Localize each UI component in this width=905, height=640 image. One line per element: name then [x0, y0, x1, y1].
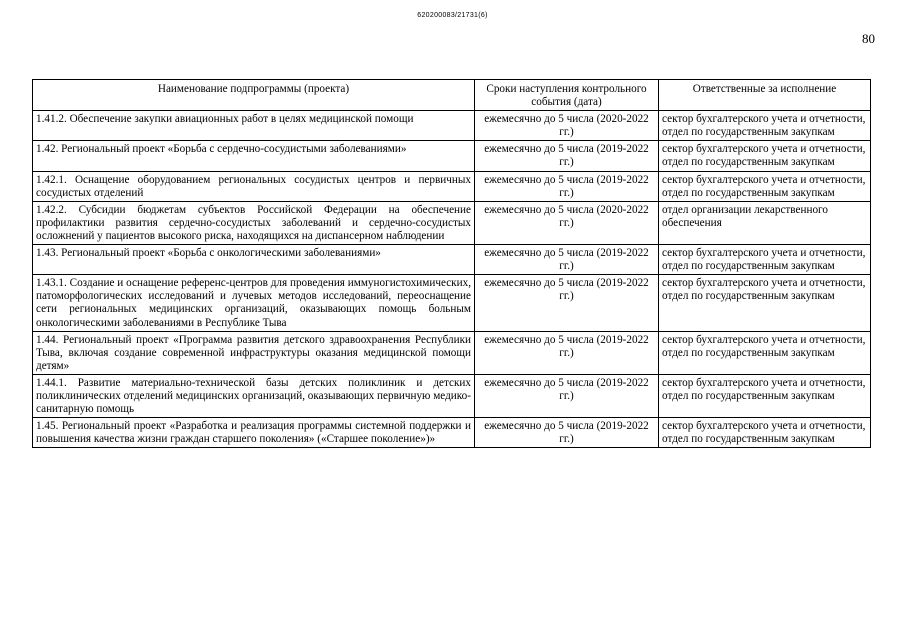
- table-row: [33, 245, 871, 275]
- deadline-cell: ежемесячно до 5 числа (2020-2022 гг.): [475, 201, 659, 244]
- table-row: [33, 275, 871, 331]
- table-row: [33, 141, 871, 171]
- table-row: [33, 331, 871, 374]
- document-id: 620200083/21731(6): [417, 12, 488, 19]
- table-row: [33, 201, 871, 244]
- deadline-cell: ежемесячно до 5 числа (2019-2022 гг.): [475, 245, 659, 275]
- subprogram-name-cell: 1.42.2. Субсидии бюджетам субъектов Российской Федерации на обеспечение профилактики развития сердечно-сосудистых заболеваний и сердечно-сосудистых осложнений у пациентов высокого риска, находящихся на диспансерном наблюдении: [33, 201, 475, 244]
- responsible-cell: сектор бухгалтерского учета и отчетности, отдел по государственным закупкам: [659, 141, 871, 171]
- header-responsible: Ответственные за исполнение: [659, 80, 871, 111]
- responsible-cell: сектор бухгалтерского учета и отчетности, отдел по государственным закупкам: [659, 275, 871, 331]
- responsible-cell: сектор бухгалтерского учета и отчетности, отдел по государственным закупкам: [659, 374, 871, 417]
- subprogram-name-cell: 1.41.2. Обеспечение закупки авиационных работ в целях медицинской помощи: [33, 111, 475, 141]
- deadline-cell: ежемесячно до 5 числа (2020-2022 гг.): [475, 111, 659, 141]
- header-subprogram-name: Наименование подпрограммы (проекта): [33, 80, 475, 111]
- table-row: [33, 374, 871, 417]
- page-number: 80: [862, 31, 875, 46]
- subprogram-name-cell: 1.45. Региональный проект «Разработка и реализация программы системной поддержки и повышения качества жизни граждан старшего поколения» («Старшее поколение»)»: [33, 418, 475, 448]
- subprogram-name-cell: 1.42. Региональный проект «Борьба с сердечно-сосудистыми заболеваниями»: [33, 141, 475, 171]
- responsible-cell: сектор бухгалтерского учета и отчетности, отдел по государственным закупкам: [659, 331, 871, 374]
- table-row: [33, 111, 871, 141]
- responsible-cell: сектор бухгалтерского учета и отчетности, отдел по государственным закупкам: [659, 111, 871, 141]
- subprogram-name-cell: 1.44. Региональный проект «Программа развития детского здравоохранения Республики Тыва, включая создание современной инфраструктуры оказания медицинской помощи детям»: [33, 331, 475, 374]
- subprogram-name-cell: 1.42.1. Оснащение оборудованием региональных сосудистых центров и первичных сосудистых отделений: [33, 171, 475, 201]
- deadline-cell: ежемесячно до 5 числа (2019-2022 гг.): [475, 374, 659, 417]
- header-deadline: Сроки наступления контрольного события (дата): [475, 80, 659, 111]
- responsible-cell: отдел организации лекарственного обеспечения: [659, 201, 871, 244]
- responsible-cell: сектор бухгалтерского учета и отчетности, отдел по государственным закупкам: [659, 171, 871, 201]
- deadline-cell: ежемесячно до 5 числа (2019-2022 гг.): [475, 331, 659, 374]
- deadline-cell: ежемесячно до 5 числа (2019-2022 гг.): [475, 275, 659, 331]
- events-table: [32, 79, 871, 448]
- table-row: [33, 418, 871, 448]
- subprogram-name-cell: 1.44.1. Развитие материально-технической базы детских поликлиник и детских поликлинических отделений медицинских организаций, оказывающих первичную медико-санитарную помощь: [33, 374, 475, 417]
- subprogram-name-cell: 1.43.1. Создание и оснащение референс-центров для проведения иммуногистохимических, патоморфологических исследований и лучевых методов исследований, переоснащение сети региональных медицинских организаций, оказывающих помощь больным онкологическими заболеваниями в Республике Тыва: [33, 275, 475, 331]
- responsible-cell: сектор бухгалтерского учета и отчетности, отдел по государственным закупкам: [659, 418, 871, 448]
- table-header-row: [33, 80, 871, 111]
- deadline-cell: ежемесячно до 5 числа (2019-2022 гг.): [475, 171, 659, 201]
- deadline-cell: ежемесячно до 5 числа (2019-2022 гг.): [475, 141, 659, 171]
- table-row: [33, 171, 871, 201]
- responsible-cell: сектор бухгалтерского учета и отчетности, отдел по государственным закупкам: [659, 245, 871, 275]
- deadline-cell: ежемесячно до 5 числа (2019-2022 гг.): [475, 418, 659, 448]
- subprogram-name-cell: 1.43. Региональный проект «Борьба с онкологическими заболеваниями»: [33, 245, 475, 275]
